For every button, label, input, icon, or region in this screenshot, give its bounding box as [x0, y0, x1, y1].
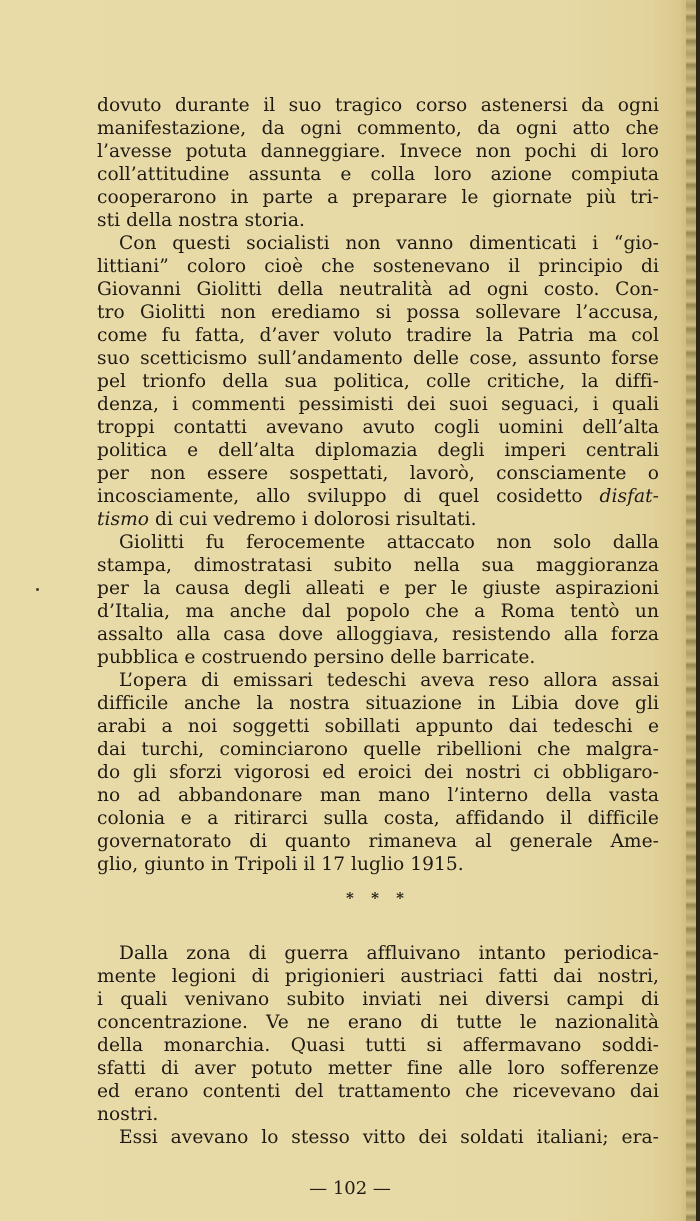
text-line: stampa, dimostratasi subito nella sua maggioranza: [97, 555, 659, 576]
page-binding-edge: [696, 0, 700, 1221]
text-line: governatorato di quanto rimaneva al generale Ame-: [97, 831, 659, 852]
text-line: Giolitti fu ferocemente attaccato non solo dalla: [119, 532, 659, 553]
text-line: pubblica e costruendo persino delle barricate.: [97, 647, 536, 668]
text-line: Giovanni Giolitti della neutralità ad ogni costo. Con-: [97, 279, 659, 300]
text-line: dovuto durante il suo tragico corso astenersi da ogni: [97, 95, 659, 116]
text-line: L’opera di emissari tedeschi aveva reso allora assai: [119, 670, 659, 691]
text-line: tro Giolitti non erediamo si possa sollevare l’accusa,: [97, 302, 659, 323]
text-line: assalto alla casa dove alloggiava, resistendo alla forza: [97, 624, 659, 645]
text-line: ed erano contenti del trattamento che ricevevano dai: [97, 1081, 659, 1102]
text-line: nostri.: [97, 1104, 159, 1125]
text-line: suo scetticismo sull’andamento delle cose, assunto forse: [97, 348, 659, 369]
text-line: della monarchia. Quasi tutti si affermavano soddi-: [97, 1035, 659, 1056]
text-segment: incosciamente, allo sviluppo di quel cosidetto: [97, 486, 583, 507]
italic-word: tismo: [97, 509, 150, 530]
text-line: denza, i commenti pessimisti dei suoi seguaci, i quali: [97, 394, 659, 415]
text-line-mixed: [97, 508, 659, 531]
text-line: sti della nostra storia.: [97, 210, 305, 231]
text-line: littiani” coloro cioè che sostenevano il principio di: [97, 256, 659, 277]
section-separator: * * *: [346, 889, 410, 907]
text-line: come fu fatta, d’aver voluto tradire la Patria ma col: [97, 325, 659, 346]
text-line: mente legioni di prigionieri austriaci fatti dai nostri,: [97, 966, 659, 987]
text-line: troppi contatti avevano avuto cogli uomini dell’alta: [97, 417, 659, 438]
paper-speck: [36, 588, 39, 591]
text-line: arabi a noi soggetti sobillati appunto dai tedeschi e: [97, 716, 659, 737]
text-line: difficile anche la nostra situazione in Libia dove gli: [97, 693, 659, 714]
page-number: — 102 —: [309, 1178, 391, 1199]
text-line: glio, giunto in Tripoli il 17 luglio 1915.: [97, 854, 464, 875]
text-line-mixed: [97, 485, 659, 508]
text-line: dai turchi, cominciarono quelle ribellioni che malgra-: [97, 739, 659, 760]
text-line: coll’attitudine assunta e colla loro azione compiuta: [97, 164, 659, 185]
text-line: i quali venivano subito inviati nei diversi campi di: [97, 989, 659, 1010]
text-line: Dalla zona di guerra affluivano intanto periodica-: [119, 943, 659, 964]
text-line: do gli sforzi vigorosi ed eroici dei nostri ci obbligaro-: [97, 762, 659, 783]
text-line: cooperarono in parte a preparare le giornate più tri-: [97, 187, 659, 208]
text-line: manifestazione, da ogni commento, da ogni atto che: [97, 118, 659, 139]
spacer: [97, 920, 659, 942]
text-line: sfatti di aver potuto metter fine alle loro sofferenze: [97, 1058, 659, 1079]
italic-word: disfat-: [599, 486, 659, 507]
text-line: concentrazione. Ve ne erano di tutte le nazionalità: [97, 1012, 659, 1033]
text-line: pel trionfo della sua politica, colle critiche, la diffi-: [97, 371, 659, 392]
text-line: politica e dell’alta diplomazia degli imperi centrali: [97, 440, 659, 461]
text-line: colonia e a ritirarci sulla costa, affidando il difficile: [97, 808, 659, 829]
text-line: d’Italia, ma anche dal popolo che a Roma tentò un: [97, 601, 659, 622]
text-line: Essi avevano lo stesso vitto dei soldati italiani; era-: [119, 1127, 659, 1148]
text-line: per non essere sospettati, lavorò, consciamente o: [97, 463, 659, 484]
text-segment: di cui vedremo i dolorosi risultati.: [149, 509, 477, 530]
body-text: [97, 94, 659, 1149]
text-line: Con questi socialisti non vanno dimenticati i “gio-: [119, 233, 659, 254]
text-line: no ad abbandonare man mano l’interno della vasta: [97, 785, 659, 806]
text-line: per la causa degli alleati e per le giuste aspirazioni: [97, 578, 659, 599]
text-line: l’avesse potuta danneggiare. Invece non pochi di loro: [97, 141, 659, 162]
